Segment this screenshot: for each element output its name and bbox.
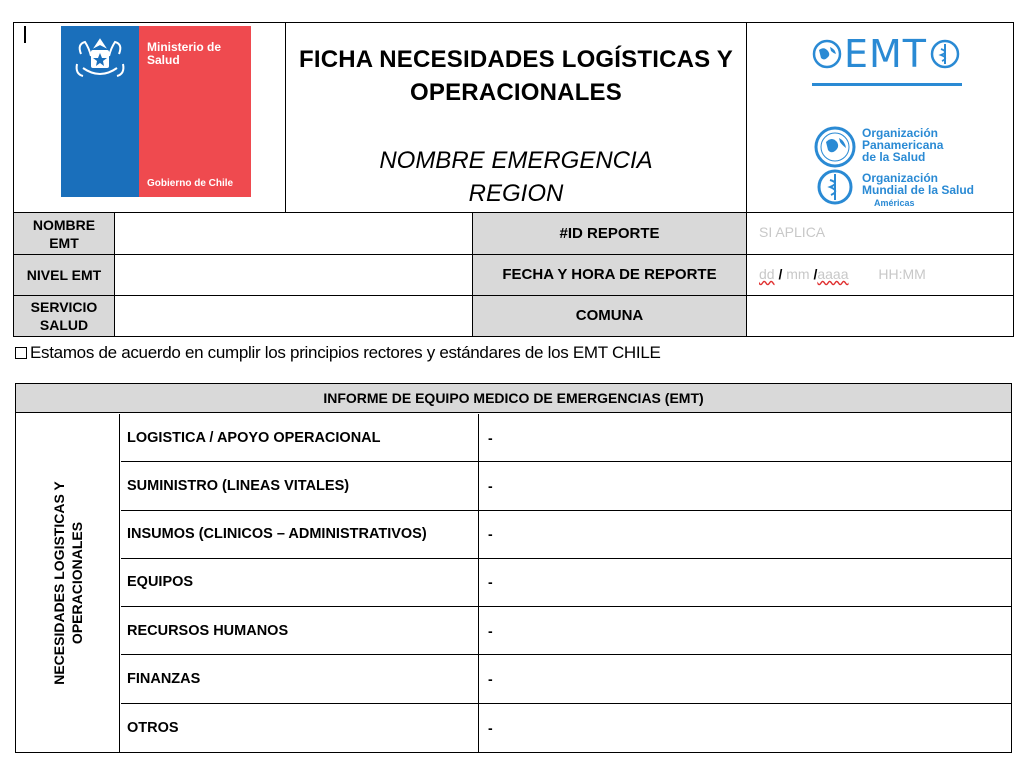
who-americas-label: Américas — [874, 198, 915, 208]
servicio-salud-field[interactable] — [115, 296, 472, 336]
report-row — [121, 511, 1011, 559]
label-fecha-hora: FECHA Y HORA DE REPORTE — [473, 255, 746, 295]
form-title-line1: FICHA NECESIDADES LOGÍSTICAS Y — [298, 46, 734, 73]
row-value-field[interactable]: - — [488, 671, 493, 688]
label-nombre-emt: NOMBRE EMT — [14, 213, 114, 254]
nivel-emt-field[interactable] — [115, 255, 472, 295]
nombre-emt-field[interactable] — [115, 213, 472, 254]
paho-name-line2: Panamericana — [862, 138, 944, 152]
label-comuna: COMUNA — [473, 296, 746, 336]
row-label: SUMINISTRO (LINEAS VITALES) — [121, 462, 479, 509]
paho-name-line3: de la Salud — [862, 150, 926, 164]
ministerio-salud-logo — [61, 26, 251, 197]
side-label-cell — [16, 414, 120, 752]
report-rows — [121, 414, 1011, 752]
who-logo — [814, 169, 989, 213]
report-header: INFORME DE EQUIPO MEDICO DE EMERGENCIAS (EMT) — [16, 384, 1011, 413]
emergency-name: NOMBRE EMERGENCIA — [379, 147, 653, 174]
emt-logo — [812, 33, 962, 95]
side-label-line1: NECESIDADES LOGISTICAS Y — [51, 481, 67, 685]
ecg-line — [812, 83, 962, 86]
report-table — [15, 383, 1012, 753]
fecha-hora-field[interactable]: dd / mm /aaaa HH:MM — [759, 266, 926, 282]
government-label: Gobierno de Chile — [147, 178, 234, 189]
date-year-placeholder: aaaa — [817, 266, 849, 282]
id-reporte-placeholder: SI APLICA — [759, 224, 826, 240]
info-table — [13, 212, 1014, 337]
label-nivel-emt: NIVEL EMT — [14, 255, 114, 295]
row-label: FINANZAS — [121, 655, 479, 702]
row-label: LOGISTICA / APOYO OPERACIONAL — [121, 414, 479, 461]
agreement-row — [15, 342, 661, 364]
ministry-name-line1: Ministerio de — [147, 40, 222, 54]
who-globe-icon — [814, 169, 856, 205]
row-value-field[interactable]: - — [488, 429, 493, 446]
row-value-field[interactable]: - — [488, 526, 493, 543]
report-row — [121, 559, 1011, 607]
form-title-line2: OPERACIONALES — [410, 79, 622, 106]
id-reporte-field[interactable] — [747, 213, 1013, 254]
title-cell — [285, 23, 747, 212]
row-label: INSUMOS (CLINICOS – ADMINISTRATIVOS) — [121, 511, 479, 558]
agreement-checkbox[interactable] — [15, 347, 27, 359]
comuna-field[interactable] — [747, 296, 1013, 336]
paho-logo — [814, 126, 984, 170]
date-month-placeholder: mm — [786, 266, 810, 282]
side-label-line2: OPERACIONALES — [69, 521, 85, 645]
row-value-field[interactable]: - — [488, 477, 493, 494]
date-day-placeholder: dd — [759, 266, 775, 282]
report-row — [121, 655, 1011, 703]
time-placeholder: HH:MM — [878, 266, 926, 282]
row-value-field[interactable]: - — [488, 574, 493, 591]
region-name: REGION — [468, 180, 564, 207]
label-id-reporte: #ID REPORTE — [473, 213, 746, 254]
ministry-name-line2: Salud — [147, 53, 180, 67]
row-value-field[interactable]: - — [488, 622, 493, 639]
who-name-line1: Organización — [862, 171, 939, 185]
report-row — [121, 704, 1011, 752]
paho-name-line1: Organización — [862, 126, 939, 140]
who-name-line2: Mundial de la Salud — [862, 183, 975, 197]
report-row — [121, 414, 1011, 462]
row-label: RECURSOS HUMANOS — [121, 607, 479, 654]
paho-globe-icon — [814, 126, 856, 168]
agreement-label: Estamos de acuerdo en cumplir los principios rectores y estándares de los EMT CHILE — [30, 343, 661, 362]
report-row — [121, 607, 1011, 655]
row-value-field[interactable]: - — [488, 719, 493, 736]
emt-logo-text: EMT — [844, 32, 928, 76]
globe-icon — [812, 39, 842, 69]
who-emblem-icon — [930, 39, 960, 69]
label-servicio-salud: SERVICIO SALUD — [14, 296, 114, 336]
coat-of-arms-icon — [69, 34, 131, 84]
row-label: OTROS — [121, 704, 479, 752]
row-label: EQUIPOS — [121, 559, 479, 606]
report-row — [121, 462, 1011, 510]
form-header — [13, 22, 1014, 213]
